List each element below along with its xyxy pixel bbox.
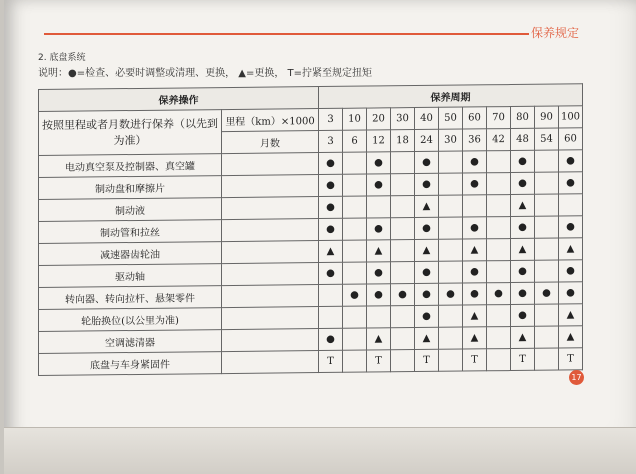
mileage-cell: 60: [463, 107, 487, 129]
mileage-cell: 70: [487, 107, 511, 129]
months-cell: 3: [319, 130, 343, 152]
maintenance-item-name: 制动液: [39, 198, 222, 222]
interval-symbol-cell: [343, 262, 367, 284]
mileage-cell: 50: [439, 107, 463, 129]
interval-symbol-cell: ●: [559, 216, 583, 238]
interval-symbol-cell: [391, 218, 415, 240]
interval-symbol-cell: [343, 152, 367, 174]
interval-symbol-cell: [343, 218, 367, 240]
maintenance-item-name: 转向器、转向拉杆、悬架零件: [39, 286, 222, 310]
interval-symbol-cell: [535, 172, 559, 194]
blank-cell: [222, 307, 319, 330]
months-cell: 48: [511, 128, 535, 150]
interval-symbol-cell: [343, 240, 367, 262]
interval-symbol-cell: [487, 239, 511, 261]
interval-symbol-cell: [391, 196, 415, 218]
mileage-cell: 30: [391, 108, 415, 130]
interval-symbol-cell: ●: [367, 284, 391, 306]
interval-symbol-cell: [535, 194, 559, 216]
interval-symbol-cell: ●: [319, 328, 343, 350]
header-rule: [44, 33, 529, 35]
interval-symbol-cell: ▲: [415, 195, 439, 217]
maintenance-item-name: 驱动轴: [39, 264, 222, 288]
interval-symbol-cell: [367, 306, 391, 328]
mileage-cell: 3: [319, 108, 343, 130]
maintenance-item-name: 轮胎换位(以公里为准): [39, 308, 222, 332]
interval-symbol-cell: [391, 306, 415, 328]
maintenance-item-name: 制动管和拉丝: [39, 220, 222, 244]
interval-symbol-cell: ●: [511, 172, 535, 194]
interval-symbol-cell: [343, 350, 367, 372]
interval-symbol-cell: ▲: [367, 328, 391, 350]
interval-symbol-cell: [439, 151, 463, 173]
mileage-cell: 40: [415, 107, 439, 129]
months-cell: 30: [439, 129, 463, 151]
interval-symbol-cell: ●: [463, 173, 487, 195]
months-cell: 12: [367, 130, 391, 152]
interval-symbol-cell: [559, 194, 583, 216]
maintenance-item-name: 电动真空泵及控制器、真空罐: [39, 154, 222, 178]
interval-symbol-cell: T: [367, 350, 391, 372]
months-cell: 36: [463, 129, 487, 151]
interval-symbol-cell: [439, 327, 463, 349]
months-cell: 42: [487, 129, 511, 151]
interval-symbol-cell: T: [415, 349, 439, 371]
interval-symbol-cell: ●: [511, 304, 535, 326]
interval-symbol-cell: ▲: [559, 304, 583, 326]
interval-symbol-cell: [535, 304, 559, 326]
maintenance-item-name: 底盘与车身紧固件: [39, 352, 222, 376]
interval-description: 按照里程或者月数进行保养（以先到为准）: [39, 110, 222, 156]
manual-page: [4, 0, 636, 474]
blank-cell: [222, 263, 319, 286]
interval-symbol-cell: ●: [463, 151, 487, 173]
interval-symbol-cell: [487, 327, 511, 349]
interval-symbol-cell: ●: [391, 284, 415, 306]
interval-symbol-cell: [487, 349, 511, 371]
interval-symbol-cell: [535, 216, 559, 238]
interval-symbol-cell: [487, 217, 511, 239]
months-cell: 24: [415, 129, 439, 151]
interval-symbol-cell: [535, 348, 559, 370]
interval-symbol-cell: [319, 284, 343, 306]
interval-symbol-cell: [367, 196, 391, 218]
interval-symbol-cell: [535, 150, 559, 172]
header-maintenance-operation: 保养操作: [39, 87, 319, 112]
blank-cell: [222, 241, 319, 264]
interval-symbol-cell: ●: [511, 282, 535, 304]
maintenance-item-name: 制动盘和摩擦片: [39, 176, 222, 200]
interval-symbol-cell: [391, 152, 415, 174]
interval-symbol-cell: ●: [415, 217, 439, 239]
mileage-cell: 10: [343, 108, 367, 130]
interval-symbol-cell: ▲: [415, 327, 439, 349]
months-cell: 18: [391, 130, 415, 152]
interval-symbol-cell: ▲: [559, 326, 583, 348]
interval-symbol-cell: [535, 238, 559, 260]
interval-symbol-cell: ●: [487, 283, 511, 305]
interval-symbol-cell: ▲: [319, 240, 343, 262]
interval-symbol-cell: ●: [415, 283, 439, 305]
interval-symbol-cell: ●: [415, 305, 439, 327]
interval-symbol-cell: ●: [319, 152, 343, 174]
page-bottom-fold: [4, 427, 636, 474]
interval-symbol-cell: [391, 174, 415, 196]
mileage-cell: 80: [511, 106, 535, 128]
interval-symbol-cell: [535, 260, 559, 282]
symbol-legend: 说明：●=检查、必要时调整或清理、更换， ▲=更换， T=拧紧至规定扭矩: [38, 68, 373, 79]
interval-symbol-cell: [391, 350, 415, 372]
section-title: 2. 底盘系统: [38, 53, 86, 63]
maintenance-table: [38, 83, 583, 376]
interval-symbol-cell: [439, 217, 463, 239]
interval-symbol-cell: [487, 151, 511, 173]
interval-symbol-cell: [319, 306, 343, 328]
blank-cell: [222, 175, 319, 198]
interval-symbol-cell: [391, 240, 415, 262]
blank-cell: [222, 153, 319, 176]
interval-symbol-cell: ●: [367, 152, 391, 174]
interval-symbol-cell: ▲: [511, 238, 535, 260]
months-label: 月数: [222, 131, 319, 154]
interval-symbol-cell: ▲: [367, 240, 391, 262]
interval-symbol-cell: ●: [559, 172, 583, 194]
interval-symbol-cell: [487, 173, 511, 195]
interval-symbol-cell: [343, 196, 367, 218]
interval-symbol-cell: [439, 173, 463, 195]
interval-symbol-cell: ●: [535, 282, 559, 304]
interval-symbol-cell: [439, 349, 463, 371]
mileage-cell: 90: [535, 106, 559, 128]
interval-symbol-cell: [487, 305, 511, 327]
interval-symbol-cell: ●: [463, 217, 487, 239]
blank-cell: [222, 351, 319, 374]
interval-symbol-cell: ●: [343, 284, 367, 306]
interval-symbol-cell: ●: [559, 150, 583, 172]
interval-symbol-cell: [343, 306, 367, 328]
mileage-label: 里程（km）×1000: [222, 109, 319, 132]
interval-symbol-cell: [487, 195, 511, 217]
blank-cell: [222, 329, 319, 352]
header-maintenance-interval: 保养周期: [319, 84, 583, 109]
interval-symbol-cell: [439, 239, 463, 261]
interval-symbol-cell: ●: [511, 216, 535, 238]
interval-symbol-cell: [439, 261, 463, 283]
interval-symbol-cell: ●: [319, 262, 343, 284]
interval-symbol-cell: [487, 261, 511, 283]
interval-symbol-cell: ●: [319, 174, 343, 196]
interval-symbol-cell: ●: [463, 283, 487, 305]
interval-symbol-cell: ●: [463, 261, 487, 283]
interval-symbol-cell: [391, 262, 415, 284]
maintenance-item-name: 空调滤清器: [39, 330, 222, 354]
months-cell: 6: [343, 130, 367, 152]
interval-symbol-cell: ▲: [511, 194, 535, 216]
mileage-cell: 20: [367, 108, 391, 130]
interval-symbol-cell: ●: [511, 260, 535, 282]
interval-symbol-cell: ●: [559, 260, 583, 282]
interval-symbol-cell: ●: [511, 150, 535, 172]
blank-cell: [222, 285, 319, 308]
months-cell: 54: [535, 128, 559, 150]
maintenance-item-name: 减速器齿轮油: [39, 242, 222, 266]
interval-symbol-cell: [535, 326, 559, 348]
page-header-title: 保养规定: [531, 26, 580, 40]
interval-symbol-cell: ●: [367, 174, 391, 196]
interval-symbol-cell: [439, 305, 463, 327]
interval-symbol-cell: ▲: [463, 305, 487, 327]
interval-symbol-cell: ●: [439, 283, 463, 305]
interval-symbol-cell: [343, 328, 367, 350]
interval-symbol-cell: ●: [415, 261, 439, 283]
table-row: [39, 348, 583, 376]
interval-symbol-cell: ●: [415, 151, 439, 173]
interval-symbol-cell: T: [559, 348, 583, 370]
interval-symbol-cell: ●: [319, 196, 343, 218]
interval-symbol-cell: ▲: [463, 327, 487, 349]
blank-cell: [222, 197, 319, 220]
interval-symbol-cell: ▲: [511, 326, 535, 348]
interval-symbol-cell: ●: [367, 218, 391, 240]
interval-symbol-cell: ●: [367, 262, 391, 284]
mileage-cell: 100: [559, 106, 583, 128]
interval-symbol-cell: ▲: [415, 239, 439, 261]
months-cell: 60: [559, 128, 583, 150]
interval-symbol-cell: T: [463, 349, 487, 371]
interval-symbol-cell: T: [511, 348, 535, 370]
interval-symbol-cell: ●: [319, 218, 343, 240]
interval-symbol-cell: [463, 195, 487, 217]
interval-symbol-cell: [391, 328, 415, 350]
interval-symbol-cell: [343, 174, 367, 196]
interval-symbol-cell: ●: [415, 173, 439, 195]
blank-cell: [222, 219, 319, 242]
interval-symbol-cell: ▲: [559, 238, 583, 260]
interval-symbol-cell: ●: [559, 282, 583, 304]
interval-symbol-cell: T: [319, 350, 343, 372]
interval-symbol-cell: ▲: [463, 239, 487, 261]
page-number-badge: 17: [569, 370, 584, 385]
interval-symbol-cell: [439, 195, 463, 217]
